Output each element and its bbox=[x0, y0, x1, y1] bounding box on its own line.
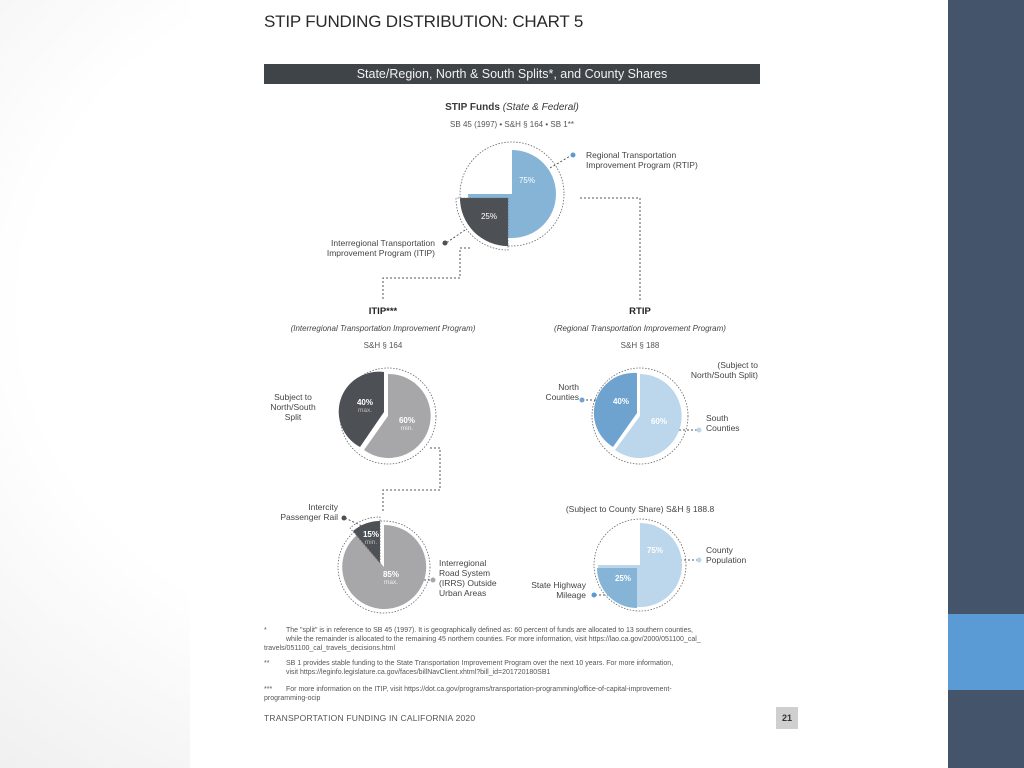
south-label bbox=[706, 413, 740, 433]
rtip-statute: S&H § 188 bbox=[620, 341, 660, 350]
hwy-pct: 25% bbox=[614, 574, 631, 583]
rtip-top-label-line2: Improvement Program (RTIP) bbox=[586, 160, 698, 170]
south-label-line1: South bbox=[706, 413, 729, 423]
stip-statutes: SB 45 (1997) • S&H § 164 • SB 1** bbox=[450, 120, 574, 129]
footer-text: TRANSPORTATION FUNDING IN CALIFORNIA 2020 bbox=[264, 713, 476, 723]
rail-note: min. bbox=[364, 539, 378, 546]
irrs-pct: 85% bbox=[382, 570, 399, 579]
itip-subtitle: (Interregional Transportation Improvement Program) bbox=[290, 324, 476, 333]
irrs-label-line4: Urban Areas bbox=[439, 588, 487, 598]
footnote-3 bbox=[264, 685, 764, 703]
itip-split-pct: 40% bbox=[356, 398, 373, 407]
footnote-2-line-a: SB 1 provides stable funding to the State Transportation Improvement Program over the next 10 years. For more information, bbox=[286, 660, 674, 667]
footnote-1 bbox=[264, 626, 764, 653]
pop-pct: 75% bbox=[646, 546, 663, 555]
pop-label-line1: County bbox=[706, 545, 733, 555]
itip-rest-note: min. bbox=[400, 425, 414, 432]
footnote-2-line-b: visit https://leginfo.legislature.ca.gov/faces/billNavClient.xhtml?bill_id=201720180SB1 bbox=[286, 669, 551, 676]
connector-rtip-label bbox=[550, 155, 572, 168]
footnote-1-mark: * bbox=[264, 627, 267, 634]
north-pct: 40% bbox=[612, 397, 629, 406]
hwy-label bbox=[520, 580, 586, 600]
dot-north bbox=[580, 398, 585, 403]
itip-split-pct-box bbox=[350, 398, 380, 414]
itip-top-label-line1: Interregional Transportation bbox=[331, 238, 435, 248]
north-label bbox=[535, 382, 579, 402]
hwy-label-line1: State Highway bbox=[531, 580, 586, 590]
rail-label-line2: Passenger Rail bbox=[280, 512, 338, 522]
rail-label bbox=[270, 502, 338, 522]
itip-top-label-line2: Improvement Program (ITIP) bbox=[326, 248, 435, 258]
hwy-label-line2: Mileage bbox=[556, 590, 586, 600]
irrs-label-line3: (IRRS) Outside bbox=[439, 578, 497, 588]
top-pie-itip-slice bbox=[460, 198, 508, 246]
rail-pct: 15% bbox=[362, 530, 379, 539]
footnote-1-line-a: The "split" is in reference to SB 45 (1997). It is geographically defined as: 60 percent of funds are allocated to 13 southern counties, bbox=[286, 627, 693, 634]
footnote-2 bbox=[264, 659, 764, 677]
footnote-3-line-a: For more information on the ITIP, visit https://dot.ca.gov/programs/transportation-programming/office-of-capital-improvement- bbox=[286, 686, 672, 693]
north-label-line1: North bbox=[558, 382, 579, 392]
pop-label-line2: Population bbox=[706, 555, 747, 565]
dot-split bbox=[342, 410, 347, 415]
rtip-split-note bbox=[668, 360, 758, 380]
dot-pop bbox=[697, 558, 702, 563]
irrs-pct-box bbox=[376, 570, 406, 586]
county-share-note: (Subject to County Share) S&H § 188.8 bbox=[565, 504, 715, 514]
irrs-label-line2: Road System bbox=[439, 568, 491, 578]
rtip-split-note-line1: (Subject to bbox=[717, 360, 758, 370]
dot-rail bbox=[342, 516, 347, 521]
itip-rest-pct: 60% bbox=[398, 416, 415, 425]
itip-split-label-line2: North/South bbox=[270, 402, 316, 412]
itip-top-label bbox=[300, 238, 435, 258]
top-itip-pct: 25% bbox=[480, 212, 497, 221]
irrs-label bbox=[439, 558, 497, 598]
footnote-1-line-b: while the remainder is allocated to the remaining 45 northern counties. For more information, visit https://lao.ca.gov/2000/051100_cal_ bbox=[286, 636, 701, 643]
rtip-title: RTIP bbox=[629, 306, 651, 317]
itip-split-note: max. bbox=[357, 407, 373, 414]
itip-split-label-line3: Split bbox=[284, 412, 302, 422]
north-label-line2: Counties bbox=[545, 392, 579, 402]
footnote-2-mark: ** bbox=[264, 660, 270, 667]
connector-top-rtip bbox=[580, 198, 640, 300]
dot-hwy bbox=[592, 593, 597, 598]
banner: State/Region, North & South Splits*, and County Shares bbox=[264, 64, 760, 84]
dot-irrs bbox=[431, 578, 436, 583]
footnote-1-line-c: travels/051100_cal_travels_decisions.html bbox=[264, 645, 395, 652]
stip-heading-bold: STIP Funds bbox=[445, 102, 500, 113]
footnote-3-mark: *** bbox=[264, 686, 273, 693]
page-title: STIP FUNDING DISTRIBUTION: CHART 5 bbox=[264, 12, 584, 31]
footnote-3-line-b: programming-ocip bbox=[264, 695, 321, 702]
pop-label bbox=[706, 545, 746, 565]
itip-statute: S&H § 164 bbox=[363, 341, 403, 350]
page-number: 21 bbox=[776, 707, 798, 729]
rtip-subtitle: (Regional Transportation Improvement Program) bbox=[554, 324, 726, 333]
dot-south bbox=[697, 428, 702, 433]
itip-title: ITIP*** bbox=[368, 306, 398, 317]
stip-heading-ital: (State & Federal) bbox=[502, 102, 579, 113]
rtip-top-label bbox=[586, 150, 698, 170]
itip-split-label bbox=[262, 392, 324, 422]
south-label-line2: Counties bbox=[706, 423, 740, 433]
rail-pct-box bbox=[356, 530, 386, 546]
south-pct: 60% bbox=[650, 417, 667, 426]
rtip-split-note-line2: North/South Split) bbox=[690, 370, 758, 380]
connector-itip-label bbox=[446, 230, 465, 243]
irrs-note: max. bbox=[383, 579, 399, 586]
rail-label-line1: Intercity bbox=[308, 502, 338, 512]
stip-heading bbox=[412, 102, 612, 113]
itip-rest-pct-box bbox=[392, 416, 422, 432]
dot-itip bbox=[443, 241, 448, 246]
irrs-label-line1: Interregional bbox=[439, 558, 487, 568]
rtip-top-label-line1: Regional Transportation bbox=[586, 150, 677, 160]
itip-split-label-line1: Subject to bbox=[274, 392, 312, 402]
top-rtip-pct: 75% bbox=[518, 176, 535, 185]
dot-rtip bbox=[571, 153, 576, 158]
